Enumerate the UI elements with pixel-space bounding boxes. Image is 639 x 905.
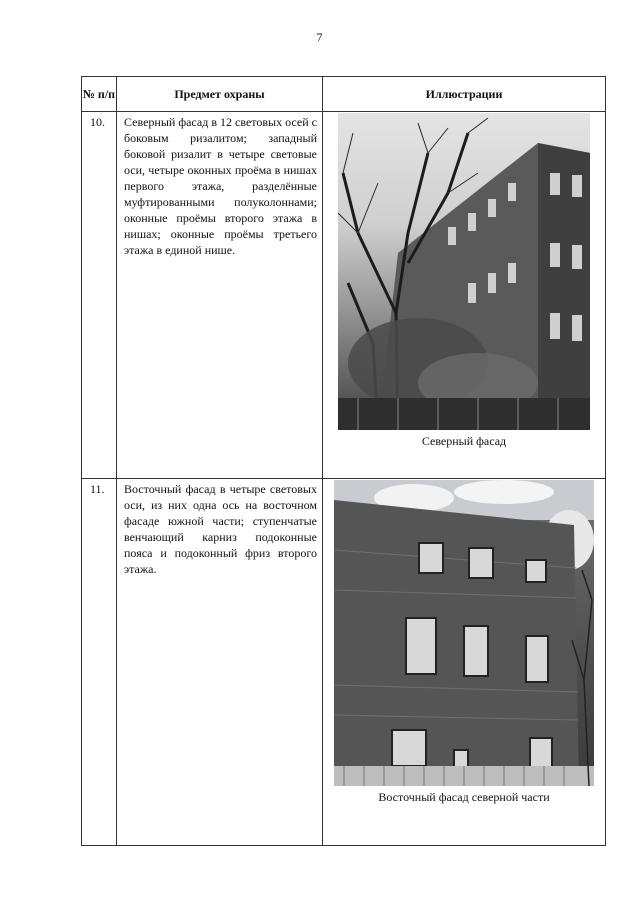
illustration-cell: [323, 479, 606, 846]
page-number: 7: [316, 30, 323, 44]
protection-table: [81, 76, 606, 846]
north-facade-photo: [338, 113, 590, 430]
row-number: 11.: [82, 479, 117, 846]
header-number: № п/п: [82, 77, 117, 112]
table-row: [82, 112, 606, 479]
header-illustrations: Иллюстрации: [323, 77, 606, 112]
row-subject-text: Восточный фасад в четыре световых оси, из них одна ось на восточном фасаде южной части; ступенчатые венчающий карниз подоконные пояса и подоконный фриз второго этажа.: [117, 479, 323, 846]
east-facade-photo: [334, 480, 594, 786]
row-subject-text: Северный фасад в 12 световых осей с боковым ризалитом; западный боковой ризалит в четыре световые оси, четыре оконных проёма в нишах первого этажа, разделённые муфтированными полуколоннами; оконные проёмы второго этажа в нишах; оконные проёмы третьего этажа в единой нише.: [117, 112, 323, 479]
table-row: [82, 479, 606, 846]
header-subject: Предмет охраны: [117, 77, 323, 112]
table-header-row: [82, 77, 606, 112]
illustration-cell: [323, 112, 606, 479]
illustration-caption: Северный фасад: [421, 434, 507, 448]
row-number: 10.: [82, 112, 117, 479]
illustration-caption: Восточный фасад северной части: [378, 790, 550, 804]
